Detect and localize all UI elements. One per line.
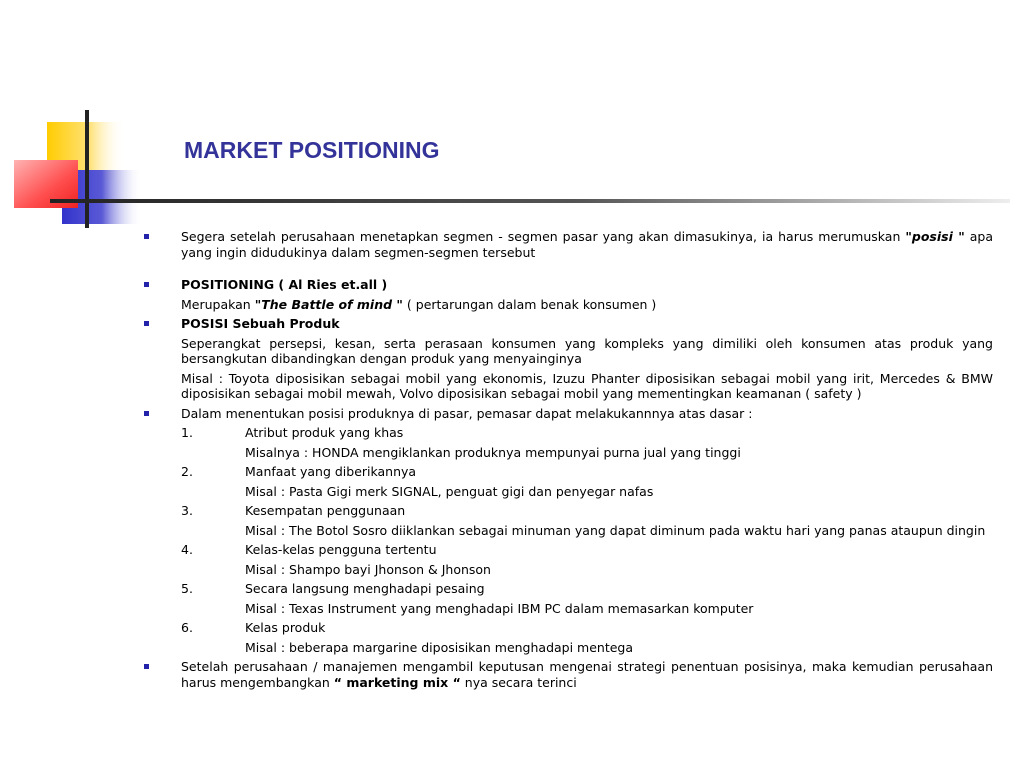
item-number: 6. (181, 620, 193, 635)
bullet-text: Segera setelah perusahaan menetapkan segmen - segmen pasar yang akan dimasukinya, ia harus merumuskan (181, 229, 906, 244)
item-example: Misal : beberapa margarine diposisikan menghadapi mentega (245, 639, 634, 655)
bullet-heading: POSITIONING ( Al Ries et.all ) (181, 277, 388, 292)
bullet-heading: POSISI Sebuah Produk (181, 316, 340, 331)
item-label: Manfaat yang diberikannya (245, 464, 417, 479)
item-example: Misal : Pasta Gigi merk SIGNAL, penguat gigi dan penyegar nafas (245, 483, 654, 499)
bullet-positioning-basis (181, 406, 993, 656)
bullet-marker (144, 664, 149, 669)
bullet-segmentation (181, 229, 993, 260)
list-item (181, 464, 993, 480)
item-example: Misal : Shampo bayi Jhonson & Jhonson (245, 561, 491, 577)
list-item (181, 542, 993, 558)
item-label: Kelas produk (245, 620, 326, 635)
decorative-logo-graphic (0, 0, 1024, 240)
page-title: MARKET POSITIONING (184, 137, 440, 163)
item-label: Kelas-kelas pengguna tertentu (245, 542, 437, 557)
quote-mark: " (905, 229, 912, 244)
header-horizontal-rule (50, 199, 1010, 203)
logo-vertical-line (85, 110, 89, 228)
list-item (181, 581, 993, 597)
bullet-marker (144, 282, 149, 287)
item-number: 2. (181, 464, 193, 479)
item-number: 5. (181, 581, 193, 596)
list-item (181, 425, 993, 441)
bullet-marker (144, 234, 149, 239)
item-label: Kesempatan penggunaan (245, 503, 406, 518)
example-text: Misal : Toyota diposisikan sebagai mobil yang ekonomis, Izuzu Phanter diposisikan sebagai mobil yang irit, Mercedes & BMW diposisikan sebagai mobil mewah, Volvo diposisikan sebagai mobil yang mementingkan keamanan ( safety ) (181, 370, 993, 401)
item-example: Misal : The Botol Sosro diiklankan sebagai minuman yang dapat diminum pada waktu hari yang panas ataupun dingin (245, 522, 986, 538)
definition-text: Seperangkat persepsi, kesan, serta perasaan konsumen yang kompleks yang dimiliki oleh konsumen atas produk yang bersangkutan dibandingkan dengan produk yang menyainginya (181, 335, 993, 366)
logo-yellow-square (47, 122, 125, 180)
quote-mark: " (392, 296, 403, 312)
bullet-text: apa yang ingin didudukinya dalam segmen-segmen tersebut (181, 229, 993, 260)
item-label: Secara langsung menghadapi pesaing (245, 581, 485, 596)
bullet-product-position (181, 316, 993, 402)
slide-content (181, 229, 993, 694)
quote-mark: " (254, 296, 262, 312)
bullet-text: Setelah perusahaan / manajemen mengambil keputusan mengenai strategi penentuan posisinya, maka kemudian perusahaan harus mengembangkan (181, 659, 993, 690)
emphasis-text: “ marketing mix “ (333, 674, 461, 690)
list-item (181, 503, 993, 519)
item-example: Misal : Texas Instrument yang menghadapi IBM PC dalam memasarkan komputer (245, 600, 754, 616)
bullet-marker (144, 411, 149, 416)
item-number: 3. (181, 503, 193, 518)
bullet-marker (144, 321, 149, 326)
logo-blue-square (62, 170, 142, 224)
emphasis-text: posisi (911, 229, 953, 244)
item-number: 1. (181, 425, 193, 440)
emphasis-text: The Battle of mind (261, 296, 393, 312)
bullet-text: ( pertarungan dalam benak konsumen ) (402, 296, 657, 312)
item-label: Atribut produk yang khas (245, 425, 404, 440)
bullet-text: Dalam menentukan posisi produknya di pasar, pemasar dapat melakukannnya atas dasar : (181, 405, 753, 421)
list-item (181, 620, 993, 636)
bullet-positioning (181, 277, 993, 312)
item-example: Misalnya : HONDA mengiklankan produknya mempunyai purna jual yang tinggi (245, 444, 741, 460)
bullet-text: nya secara terinci (460, 674, 577, 690)
logo-red-square (14, 160, 78, 208)
bullet-marketing-mix (181, 659, 993, 690)
item-number: 4. (181, 542, 193, 557)
quote-mark: " (952, 229, 965, 244)
bullet-text: Merupakan (181, 296, 255, 312)
